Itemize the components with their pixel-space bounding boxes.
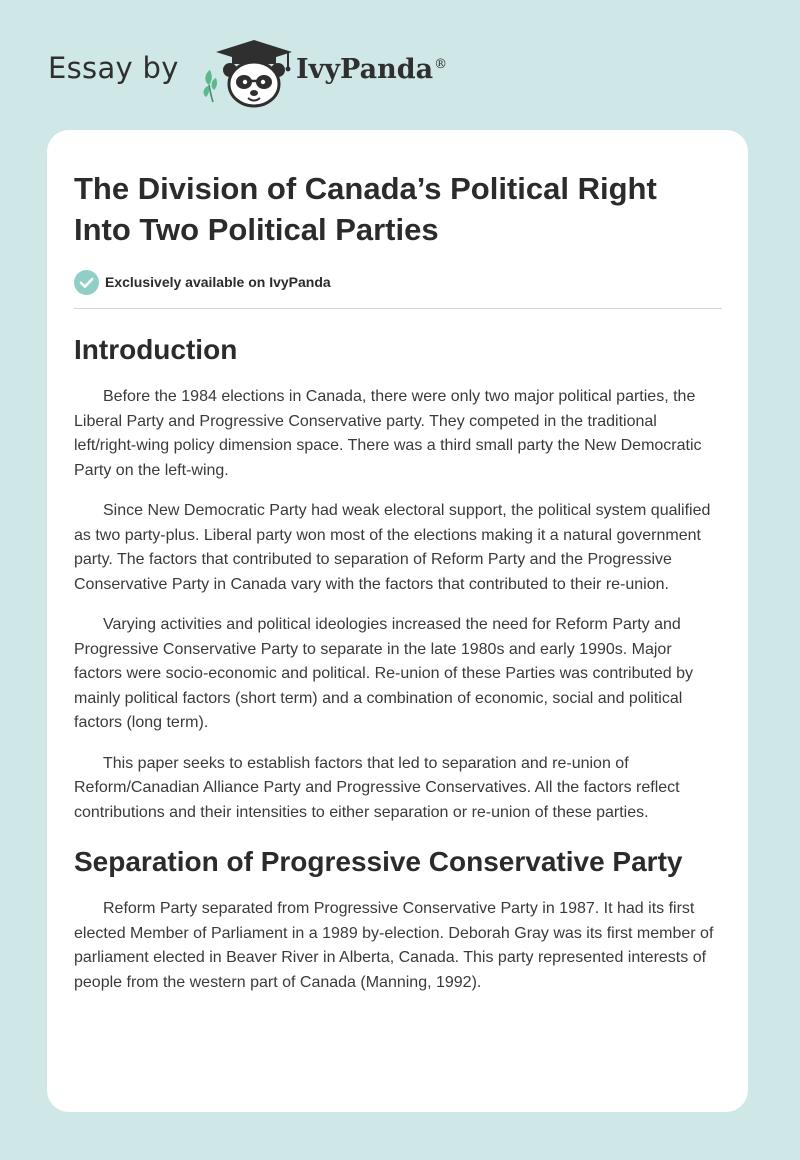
section-heading-separation: Separation of Progressive Conservative Party: [74, 846, 683, 877]
exclusive-badge: [74, 268, 721, 296]
panda-graduate-icon[interactable]: [200, 38, 296, 108]
ivy-leaf-icon: [204, 70, 218, 102]
title-divider: [74, 308, 722, 309]
exclusive-badge-text: Exclusively available on IvyPanda: [105, 274, 331, 290]
paragraph: Reform Party separated from Progressive Conservative Party in 1987. It had its first elected Member of Parliament in a 1989 by-election. Deborah Gray was its first member of parliament elected in Beaver River in Alberta, Canada. This party represented interests of people from the western part of Canada (Manning, 1992).: [74, 900, 714, 991]
section-heading-introduction: Introduction: [74, 334, 238, 365]
paragraph: Varying activities and political ideologies increased the need for Reform Party and Progressive Conservative Party to separate in the late 1980s and early 1990s. Major factors were socio-economic and political. Re-union of these Parties was contributed by mainly political factors (short term) and a combination of economic, social and political factors (long term).: [74, 616, 693, 731]
brand-name[interactable]: IvyPanda®: [296, 54, 448, 85]
paragraph: Before the 1984 elections in Canada, there were only two major political parties, the Liberal Party and Progressive Conservative party. They competed in the traditional left/right-wing policy dimension space. There was a third small party the New Democratic Party on the left-wing.: [74, 388, 702, 479]
brand-header: [48, 38, 508, 108]
paragraph: Since New Democratic Party had weak electoral support, the political system qualified as two party-plus. Liberal party won most of the elections making it a natural government party. The factors that contributed to separation of Reform Party and the Progressive Conservative Party in Canada vary with the factors that contributed to their re-union.: [74, 502, 711, 593]
introduction-body: [74, 385, 721, 825]
check-circle-icon: [74, 270, 99, 295]
paragraph: This paper seeks to establish factors that led to separation and re-union of Reform/Canadian Alliance Party and Progressive Conservatives. All the factors reflect contributions and their intensities to either separation or re-union of these parties.: [74, 754, 680, 821]
essay-title: The Division of Canada’s Political Right Into Two Political Parties: [74, 171, 657, 247]
brand-prefix: Essay by: [48, 51, 179, 85]
registered-mark: ®: [434, 57, 448, 72]
separation-body: [74, 897, 721, 995]
essay-card: [47, 130, 748, 1112]
